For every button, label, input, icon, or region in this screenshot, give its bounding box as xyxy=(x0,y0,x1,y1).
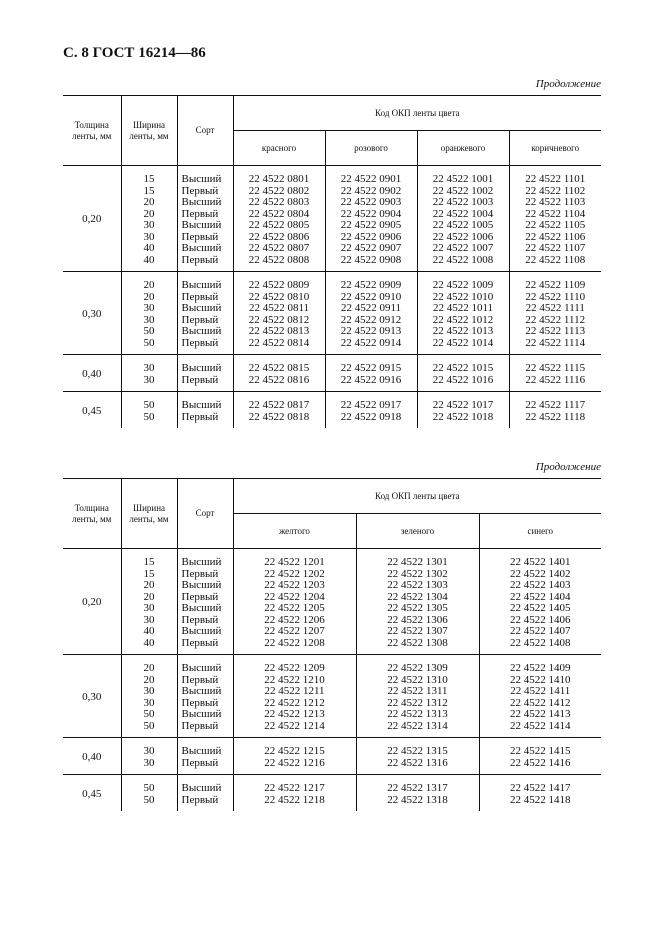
okp-code: 22 4522 1314 xyxy=(387,719,448,732)
header-grade: Сорт xyxy=(177,479,233,549)
okp-code: 22 4522 1111 xyxy=(525,302,585,314)
code-cell xyxy=(417,166,509,272)
thickness-group xyxy=(63,738,601,775)
grade-cell xyxy=(177,355,233,392)
width-value: 30 xyxy=(143,362,155,374)
okp-code: 22 4522 1007 xyxy=(432,242,494,254)
code-cell xyxy=(479,738,601,775)
width-value: 30 xyxy=(143,696,155,709)
code-cell xyxy=(417,272,509,355)
width-value: 30 xyxy=(143,756,155,769)
okp-code: 22 4522 0915 xyxy=(340,362,402,374)
width-cell xyxy=(121,738,177,775)
table-row xyxy=(63,166,601,272)
code-cell xyxy=(233,549,356,655)
okp-code: 22 4522 1018 xyxy=(432,410,494,423)
okp-code: 22 4522 1216 xyxy=(264,756,325,769)
okp-code: 22 4522 1211 xyxy=(264,685,325,697)
thickness-group xyxy=(63,272,601,355)
header-code: Код ОКП ленты цвета xyxy=(233,96,601,131)
grade-value: Первый xyxy=(181,756,219,769)
header-width: Ширина ленты, мм xyxy=(121,479,177,549)
okp-code: 22 4522 0908 xyxy=(340,253,402,266)
okp-code: 22 4522 1004 xyxy=(432,207,494,220)
thickness-group xyxy=(63,549,601,655)
okp-code: 22 4522 1409 xyxy=(510,662,571,674)
okp-code: 22 4522 1002 xyxy=(432,184,494,197)
code-cell xyxy=(325,392,417,429)
thickness-cell: 0,40 xyxy=(63,355,121,392)
grade-cell xyxy=(177,775,233,812)
table-row xyxy=(63,549,601,655)
width-value: 20 xyxy=(143,590,155,603)
okp-code: 22 4522 1212 xyxy=(264,696,325,709)
width-cell xyxy=(121,775,177,812)
width-value: 50 xyxy=(143,399,155,411)
okp-code: 22 4522 1005 xyxy=(432,219,494,231)
thickness-cell: 0,30 xyxy=(63,272,121,355)
width-value: 30 xyxy=(143,302,155,314)
okp-code: 22 4522 1401 xyxy=(510,556,571,568)
okp-code: 22 4522 1410 xyxy=(510,673,571,686)
thickness-group xyxy=(63,166,601,272)
grade-cell xyxy=(177,166,233,272)
width-cell xyxy=(121,272,177,355)
width-value: 50 xyxy=(143,336,155,349)
table-row xyxy=(63,655,601,738)
okp-code: 22 4522 0810 xyxy=(248,290,310,303)
width-value: 40 xyxy=(143,253,155,266)
code-cell xyxy=(356,655,479,738)
okp-code: 22 4522 1417 xyxy=(510,782,571,794)
okp-code: 22 4522 0906 xyxy=(340,230,402,243)
thickness-cell: 0,45 xyxy=(63,392,121,429)
okp-code: 22 4522 1416 xyxy=(510,756,571,769)
table-row xyxy=(63,775,601,812)
grade-value: Высший xyxy=(181,279,222,291)
width-value: 50 xyxy=(143,708,155,720)
okp-code: 22 4522 0818 xyxy=(248,410,310,423)
okp-code: 22 4522 1418 xyxy=(510,793,571,806)
thickness-cell: 0,20 xyxy=(82,213,102,226)
code-cell xyxy=(479,775,601,812)
okp-code: 22 4522 1218 xyxy=(264,793,325,806)
okp-code: 22 4522 1206 xyxy=(264,613,325,626)
okp-code: 22 4522 1309 xyxy=(387,662,448,674)
okp-code: 22 4522 0812 xyxy=(248,313,310,326)
code-cell xyxy=(509,355,601,392)
code-cell xyxy=(325,272,417,355)
okp-code: 22 4522 0811 xyxy=(248,302,310,314)
grade-value: Первый xyxy=(181,590,219,603)
grade-value: Первый xyxy=(181,184,219,197)
grade-cell xyxy=(177,549,233,655)
thickness-cell: 0,40 xyxy=(63,738,121,775)
grade-value: Первый xyxy=(181,290,219,303)
width-value: 40 xyxy=(143,625,155,637)
okp-code: 22 4522 1405 xyxy=(510,602,571,614)
okp-code: 22 4522 0914 xyxy=(340,336,402,349)
okp-code: 22 4522 1106 xyxy=(525,230,586,243)
okp-code: 22 4522 0901 xyxy=(340,173,402,185)
okp-code: 22 4522 1413 xyxy=(510,708,571,720)
okp-code: 22 4522 1311 xyxy=(387,685,448,697)
okp-code: 22 4522 1406 xyxy=(510,613,571,626)
table-row xyxy=(63,355,601,392)
okp-code: 22 4522 0803 xyxy=(248,196,310,208)
okp-code: 22 4522 1213 xyxy=(264,708,325,720)
code-cell xyxy=(417,392,509,429)
okp-code: 22 4522 1102 xyxy=(525,184,586,197)
okp-code: 22 4522 0907 xyxy=(340,242,402,254)
okp-code: 22 4522 1408 xyxy=(510,636,571,649)
code-cell xyxy=(479,549,601,655)
okp-code: 22 4522 1204 xyxy=(264,590,325,603)
grade-value: Высший xyxy=(181,625,222,637)
grade-value: Высший xyxy=(181,362,222,374)
okp-code: 22 4522 1317 xyxy=(387,782,448,794)
grade-value: Первый xyxy=(181,719,219,732)
okp-code: 22 4522 0806 xyxy=(248,230,310,243)
thickness-cell: 0,30 xyxy=(63,655,121,738)
okp-code: 22 4522 1118 xyxy=(525,410,586,423)
okp-code: 22 4522 1305 xyxy=(387,602,448,614)
header-width: Ширина ленты, мм xyxy=(121,96,177,166)
okp-code: 22 4522 1001 xyxy=(432,173,494,185)
okp-code: 22 4522 0801 xyxy=(248,173,310,185)
width-cell xyxy=(121,355,177,392)
okp-code: 22 4522 0916 xyxy=(340,373,402,386)
code-cell xyxy=(233,355,325,392)
okp-code: 22 4522 1006 xyxy=(432,230,494,243)
okp-code: 22 4522 1306 xyxy=(387,613,448,626)
okp-code: 22 4522 0902 xyxy=(340,184,402,197)
table-row xyxy=(63,272,601,355)
okp-code: 22 4522 0809 xyxy=(248,279,310,291)
okp-code: 22 4522 1011 xyxy=(432,302,494,314)
okp-code: 22 4522 1114 xyxy=(525,336,586,349)
okp-code: 22 4522 1318 xyxy=(387,793,448,806)
width-value: 20 xyxy=(143,196,155,208)
thickness-group xyxy=(63,355,601,392)
okp-code: 22 4522 1415 xyxy=(510,745,571,757)
okp-code: 22 4522 0905 xyxy=(340,219,402,231)
okp-code: 22 4522 1411 xyxy=(510,685,571,697)
header-color-orange: оранжевого xyxy=(417,131,509,166)
code-cell xyxy=(509,392,601,429)
width-value: 20 xyxy=(143,290,155,303)
okp-code: 22 4522 1013 xyxy=(432,325,494,337)
grade-value: Первый xyxy=(181,313,219,326)
header-color-pink: розового xyxy=(325,131,417,166)
header-grade: Сорт xyxy=(177,96,233,166)
width-value: 50 xyxy=(143,719,155,732)
okp-code: 22 4522 1208 xyxy=(264,636,325,649)
width-value: 40 xyxy=(143,636,155,649)
okp-code: 22 4522 1202 xyxy=(264,567,325,580)
grade-value: Первый xyxy=(181,207,219,220)
header-color-yellow: желтого xyxy=(233,514,356,549)
okp-code: 22 4522 1103 xyxy=(525,196,586,208)
okp-code: 22 4522 1201 xyxy=(264,556,325,568)
okp-code: 22 4522 1105 xyxy=(525,219,586,231)
header-thickness: Толщина ленты, мм xyxy=(63,479,121,549)
code-cell xyxy=(233,272,325,355)
okp-code: 22 4522 0808 xyxy=(248,253,310,266)
header-color-green: зеленого xyxy=(356,514,479,549)
code-cell xyxy=(509,272,601,355)
grade-value: Первый xyxy=(181,230,219,243)
grade-value: Первый xyxy=(181,253,219,266)
width-cell xyxy=(121,549,177,655)
okp-code: 22 4522 1308 xyxy=(387,636,448,649)
width-value: 30 xyxy=(143,373,155,386)
code-cell xyxy=(233,166,325,272)
okp-code: 22 4522 1117 xyxy=(525,399,586,411)
grade-cell xyxy=(177,738,233,775)
okp-code: 22 4522 0802 xyxy=(248,184,310,197)
thickness-cell: 0,20 xyxy=(82,596,102,609)
okp-code: 22 4522 1110 xyxy=(525,290,586,303)
grade-value: Первый xyxy=(181,336,219,349)
width-value: 50 xyxy=(143,782,155,794)
grade-value: Первый xyxy=(181,373,219,386)
grade-value: Высший xyxy=(181,399,222,411)
continuation-label-1: Продолжение xyxy=(535,78,601,90)
okp-code: 22 4522 1214 xyxy=(264,719,325,732)
code-cell xyxy=(233,775,356,812)
width-cell xyxy=(121,166,177,272)
grade-value: Высший xyxy=(181,173,222,185)
okp-code: 22 4522 1012 xyxy=(432,313,494,326)
code-cell xyxy=(325,355,417,392)
okp-code: 22 4522 1015 xyxy=(432,362,494,374)
okp-code: 22 4522 1101 xyxy=(525,173,586,185)
width-value: 30 xyxy=(143,613,155,626)
okp-code: 22 4522 1112 xyxy=(525,313,586,326)
okp-code: 22 4522 0909 xyxy=(340,279,402,291)
okp-code: 22 4522 0816 xyxy=(248,373,310,386)
okp-code: 22 4522 1315 xyxy=(387,745,448,757)
grade-value: Первый xyxy=(181,793,219,806)
grade-value: Первый xyxy=(181,410,219,423)
code-cell xyxy=(509,166,601,272)
table-row xyxy=(63,738,601,775)
width-value: 30 xyxy=(143,230,155,243)
okp-code: 22 4522 1010 xyxy=(432,290,494,303)
okp-code: 22 4522 0815 xyxy=(248,362,310,374)
grade-value: Высший xyxy=(181,662,222,674)
header-color-brown: коричневого xyxy=(509,131,601,166)
okp-code: 22 4522 0911 xyxy=(340,302,402,314)
okp-code: 22 4522 0813 xyxy=(248,325,310,337)
thickness-group xyxy=(63,655,601,738)
okp-code: 22 4522 1209 xyxy=(264,662,325,674)
grade-value: Первый xyxy=(181,567,219,580)
code-cell xyxy=(356,738,479,775)
okp-code: 22 4522 1203 xyxy=(264,579,325,591)
okp-code: 22 4522 0805 xyxy=(248,219,310,231)
code-cell xyxy=(356,549,479,655)
okp-code: 22 4522 1205 xyxy=(264,602,325,614)
width-value: 30 xyxy=(143,745,155,757)
code-cell xyxy=(233,738,356,775)
grade-value: Высший xyxy=(181,745,222,757)
grade-value: Высший xyxy=(181,219,222,231)
grade-value: Высший xyxy=(181,782,222,794)
okp-code: 22 4522 1404 xyxy=(510,590,571,603)
grade-value: Высший xyxy=(181,242,222,254)
thickness-group xyxy=(63,775,601,812)
okp-code: 22 4522 1014 xyxy=(432,336,494,349)
width-value: 50 xyxy=(143,410,155,423)
grade-value: Первый xyxy=(181,636,219,649)
okp-code: 22 4522 1312 xyxy=(387,696,448,709)
width-value: 20 xyxy=(143,579,155,591)
code-cell xyxy=(233,392,325,429)
okp-code: 22 4522 1310 xyxy=(387,673,448,686)
code-cell xyxy=(479,655,601,738)
okp-table-2 xyxy=(63,478,601,811)
okp-code: 22 4522 1207 xyxy=(264,625,325,637)
thickness-group xyxy=(63,392,601,429)
okp-code: 22 4522 0913 xyxy=(340,325,402,337)
okp-code: 22 4522 1412 xyxy=(510,696,571,709)
grade-value: Высший xyxy=(181,708,222,720)
okp-code: 22 4522 0910 xyxy=(340,290,402,303)
code-cell xyxy=(325,166,417,272)
header-color-blue: синего xyxy=(479,514,601,549)
grade-value: Первый xyxy=(181,696,219,709)
okp-code: 22 4522 0912 xyxy=(340,313,402,326)
width-value: 20 xyxy=(143,207,155,220)
width-value: 50 xyxy=(143,325,155,337)
okp-code: 22 4522 0918 xyxy=(340,410,402,423)
okp-code: 22 4522 1307 xyxy=(387,625,448,637)
grade-value: Высший xyxy=(181,325,222,337)
grade-cell xyxy=(177,392,233,429)
okp-code: 22 4522 1215 xyxy=(264,745,325,757)
okp-code: 22 4522 0814 xyxy=(248,336,310,349)
table-row xyxy=(63,392,601,429)
width-cell xyxy=(121,655,177,738)
thickness-cell: 0,45 xyxy=(63,775,121,812)
width-value: 50 xyxy=(143,793,155,806)
width-cell xyxy=(121,392,177,429)
okp-code: 22 4522 1304 xyxy=(387,590,448,603)
page-header: С. 8 ГОСТ 16214—86 xyxy=(63,45,206,61)
okp-code: 22 4522 1303 xyxy=(387,579,448,591)
grade-cell xyxy=(177,655,233,738)
width-value: 30 xyxy=(143,685,155,697)
okp-code: 22 4522 1009 xyxy=(432,279,494,291)
width-value: 15 xyxy=(143,184,155,197)
code-cell xyxy=(233,655,356,738)
width-value: 30 xyxy=(143,219,155,231)
header-thickness: Толщина ленты, мм xyxy=(63,96,121,166)
okp-code: 22 4522 1108 xyxy=(525,253,586,266)
code-cell xyxy=(417,355,509,392)
grade-cell xyxy=(177,272,233,355)
okp-code: 22 4522 1016 xyxy=(432,373,494,386)
okp-code: 22 4522 1407 xyxy=(510,625,571,637)
grade-value: Высший xyxy=(181,685,222,697)
okp-code: 22 4522 1402 xyxy=(510,567,571,580)
width-value: 15 xyxy=(143,556,155,568)
okp-code: 22 4522 0903 xyxy=(340,196,402,208)
grade-value: Высший xyxy=(181,602,222,614)
width-value: 30 xyxy=(143,313,155,326)
okp-code: 22 4522 1301 xyxy=(387,556,448,568)
width-value: 30 xyxy=(143,602,155,614)
okp-code: 22 4522 1414 xyxy=(510,719,571,732)
okp-code: 22 4522 1109 xyxy=(525,279,586,291)
okp-code: 22 4522 1210 xyxy=(264,673,325,686)
grade-value: Первый xyxy=(181,673,219,686)
grade-value: Высший xyxy=(181,579,222,591)
header-code: Код ОКП ленты цвета xyxy=(233,479,601,514)
width-value: 20 xyxy=(143,279,155,291)
okp-code: 22 4522 1017 xyxy=(432,399,494,411)
okp-code: 22 4522 1104 xyxy=(525,207,586,220)
okp-code: 22 4522 1302 xyxy=(387,567,448,580)
code-cell xyxy=(356,775,479,812)
okp-code: 22 4522 0917 xyxy=(340,399,402,411)
okp-code: 22 4522 1403 xyxy=(510,579,571,591)
okp-code: 22 4522 1116 xyxy=(525,373,586,386)
okp-table-1 xyxy=(63,95,601,428)
okp-code: 22 4522 1003 xyxy=(432,196,494,208)
grade-value: Высший xyxy=(181,556,222,568)
okp-code: 22 4522 1313 xyxy=(387,708,448,720)
okp-code: 22 4522 1113 xyxy=(525,325,586,337)
okp-code: 22 4522 1316 xyxy=(387,756,448,769)
width-value: 15 xyxy=(143,567,155,580)
okp-code: 22 4522 0807 xyxy=(248,242,310,254)
header-color-red: красного xyxy=(233,131,325,166)
width-value: 20 xyxy=(143,662,155,674)
width-value: 15 xyxy=(143,173,155,185)
grade-value: Высший xyxy=(181,302,222,314)
okp-code: 22 4522 1115 xyxy=(525,362,586,374)
okp-code: 22 4522 0817 xyxy=(248,399,310,411)
okp-code: 22 4522 1008 xyxy=(432,253,494,266)
width-value: 20 xyxy=(143,673,155,686)
grade-value: Высший xyxy=(181,196,222,208)
continuation-label-2: Продолжение xyxy=(535,461,601,473)
okp-code: 22 4522 0804 xyxy=(248,207,310,220)
okp-code: 22 4522 1217 xyxy=(264,782,325,794)
okp-code: 22 4522 1107 xyxy=(525,242,586,254)
width-value: 40 xyxy=(143,242,155,254)
okp-code: 22 4522 0904 xyxy=(340,207,402,220)
grade-value: Первый xyxy=(181,613,219,626)
